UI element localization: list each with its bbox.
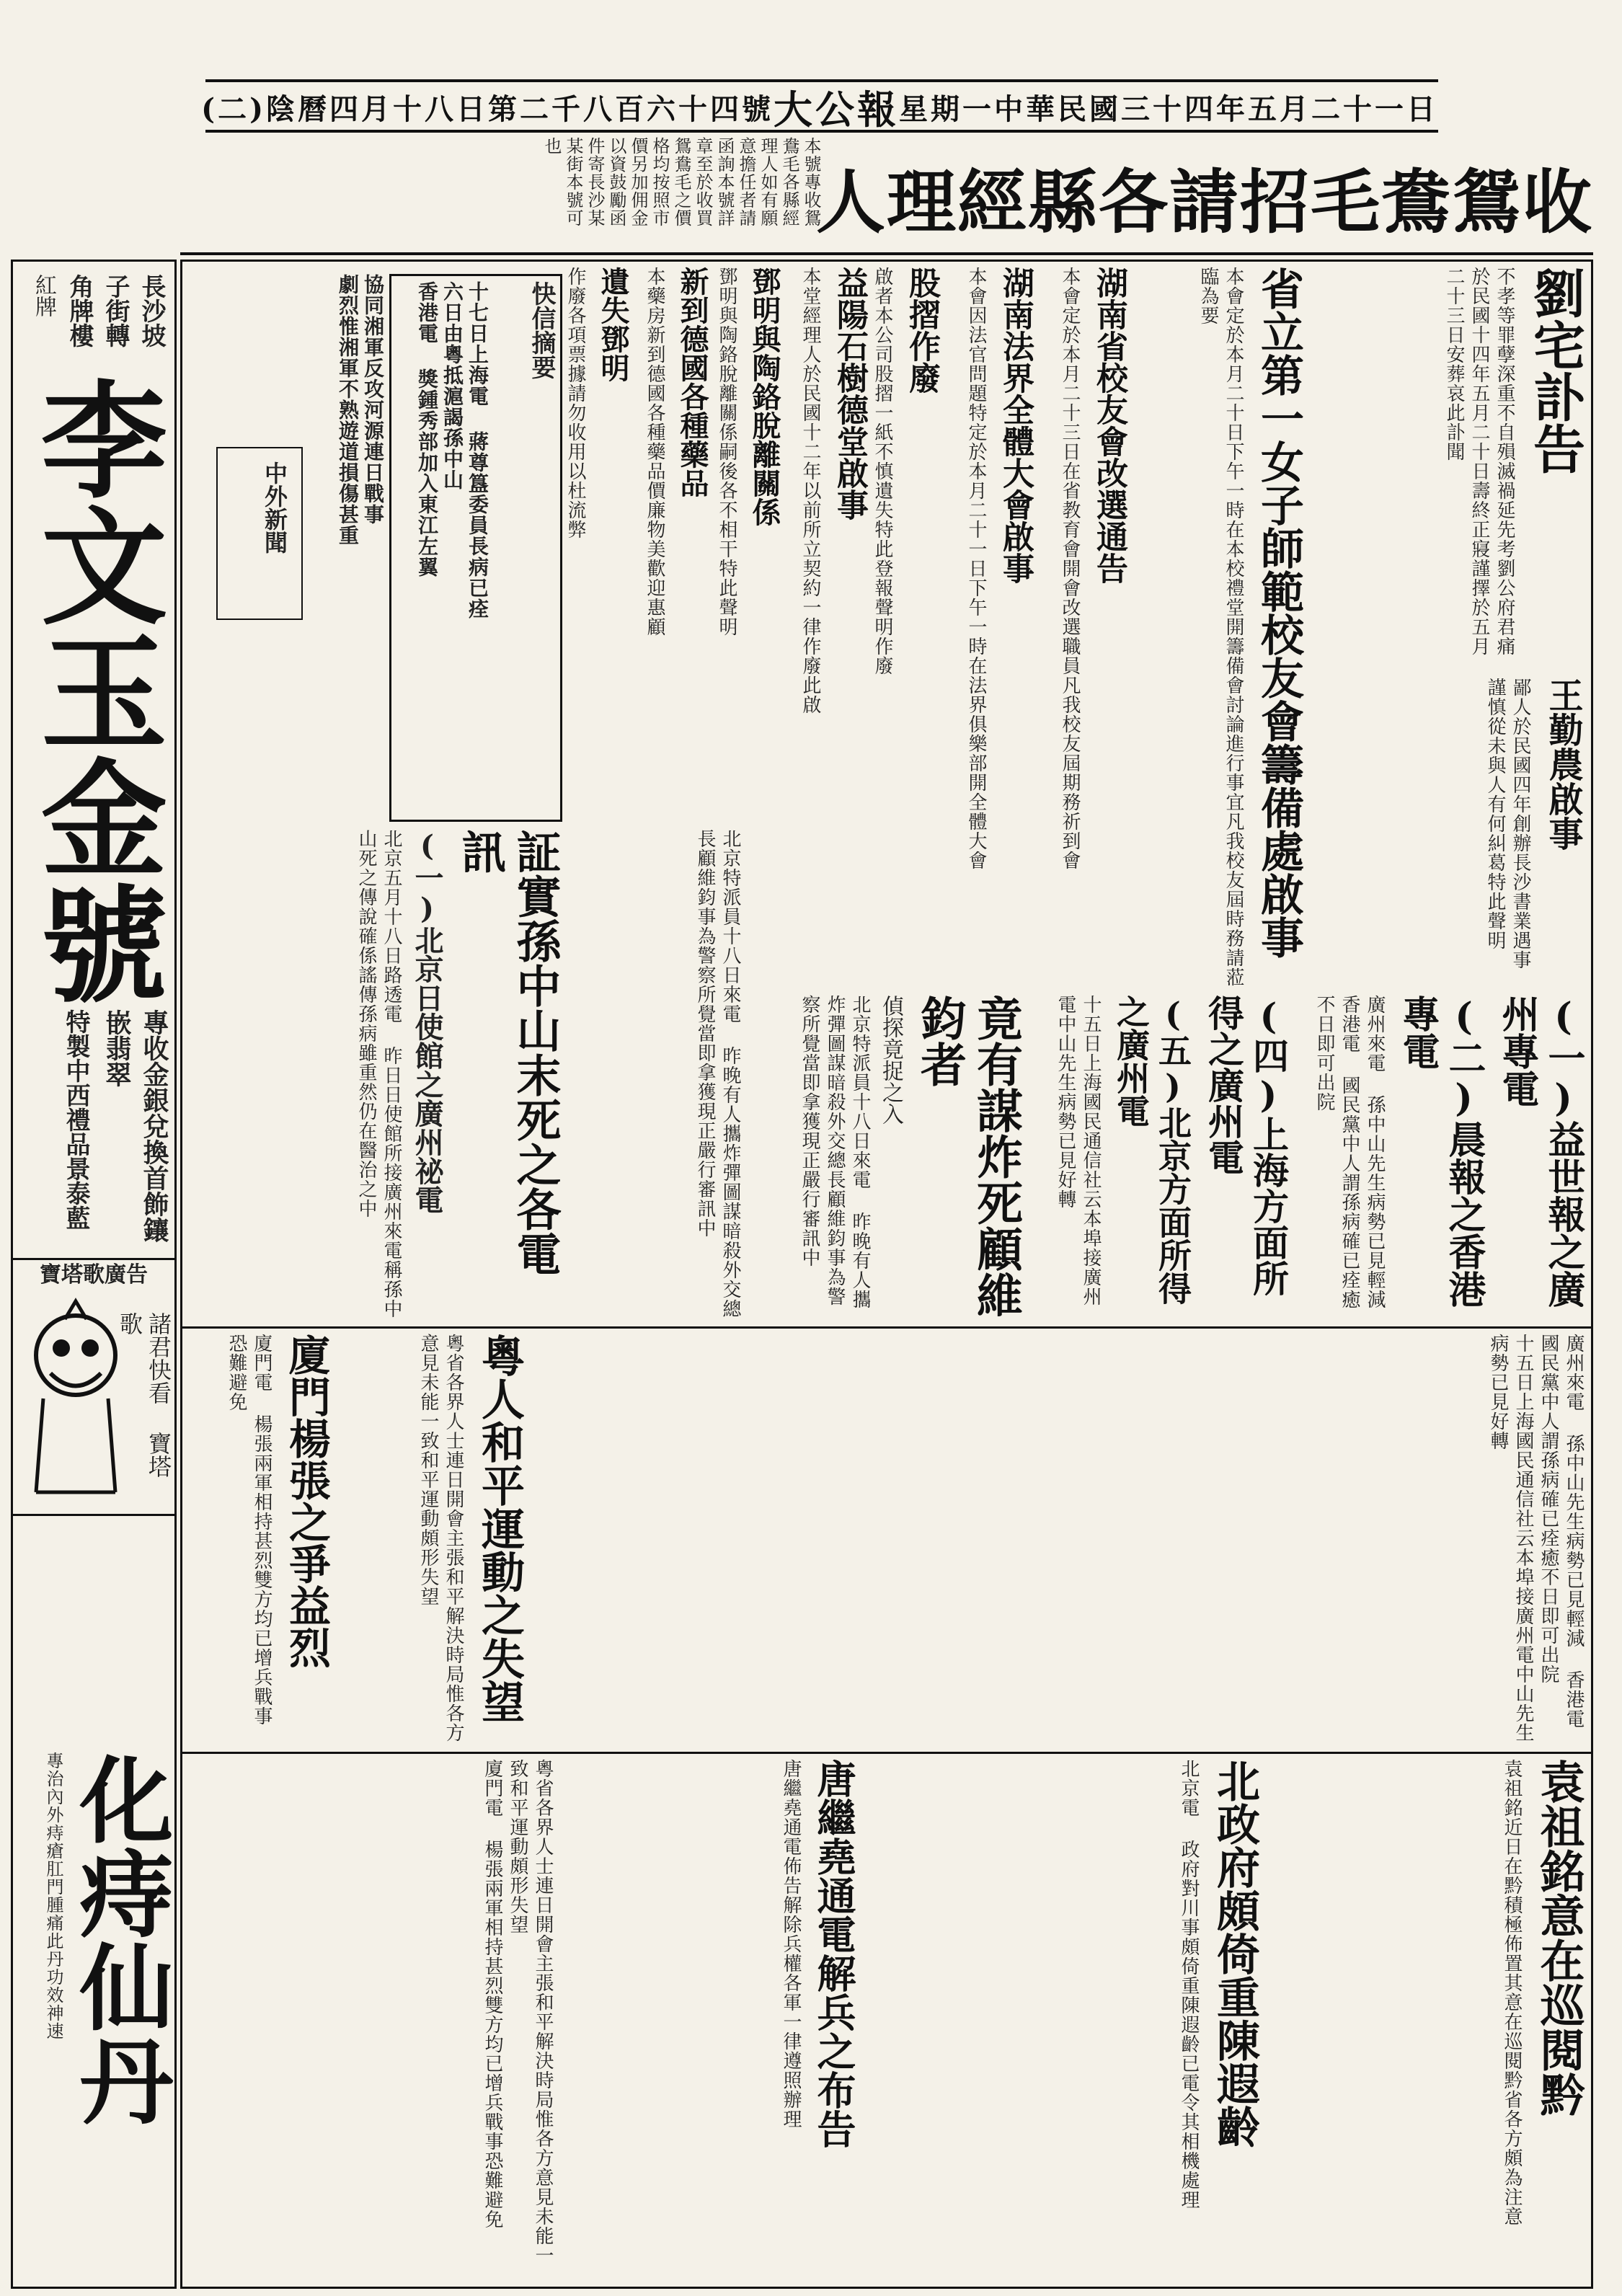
ad-1-body: 鄙人於民國四年創辦長沙書業遇事謹慎從未與人有何糾葛特此聲明	[1484, 678, 1531, 970]
headline-9-body: 唐繼堯通電佈告解除兵權各軍一律遵照辦理	[780, 1759, 802, 2129]
ad-3	[944, 267, 1034, 988]
headline-main-sub: (一)北京日使館之廣州祕電	[410, 829, 444, 1214]
ad-1	[1305, 678, 1586, 988]
headline-6-body: 廈門電 楊張兩軍相持甚烈雙方均已增兵戰事恐難避免	[226, 1334, 272, 1726]
ad-divider-2	[13, 1514, 174, 1516]
ad-3-body: 本會因法官問題特定於本月二十一日下午一時在法界俱樂部開全體大會	[965, 267, 987, 870]
headline-2-body: 北京特派員十八日來電 昨晚有人攜炸彈圖謀暗殺外交總長顧維鈞事為警察所覺當即拿獲現正嚴行審訊中	[799, 995, 871, 1309]
ad-7-body: 本藥房新到德國各種藥品價廉物美歡迎惠顧	[644, 267, 665, 637]
headline-main-body: 北京五月十八日路透電 昨日日使館所接廣州來電稱孫中山死之傳說確係謠傳孫病雖重然仍在醫治之中	[355, 829, 402, 1318]
headline-4	[1031, 995, 1290, 1319]
ad-7-title: 新到德國各種藥品	[675, 267, 709, 497]
headline-7-body: 袁祖銘近日在黔積極佈置其意在巡閱黔省各方頗為注意	[1501, 1759, 1523, 2226]
headline-2-title: 竟有謀炸死顧維鈞者	[913, 995, 1023, 1318]
foreign-news-label-text: 中外新聞	[261, 461, 288, 554]
ad-6-title: 鄧明與陶鉻脫離關係	[748, 267, 781, 526]
headline-5-body: 粵省各界人士連日開會主張和平解決時局惟各方意見未能一致和平運動頗形失望	[417, 1334, 464, 1742]
headline-2	[750, 995, 1024, 1319]
ad-5-body: 本堂經理人於民國十二年以前所立契約一律作廢此啟	[799, 267, 821, 714]
news-item-5: 劇烈惟湘軍不熟遊道損傷甚重	[336, 274, 360, 546]
headline-3-body: 廣州來電 孫中山先生病勢已見輕減 香港電 國民黨中人謂孫病確已痊癒不日即可出院	[1313, 995, 1386, 1309]
masthead	[201, 85, 1438, 133]
news-box-items	[396, 281, 490, 815]
ad-8-title: 遺失鄧明	[596, 267, 630, 382]
ad-2-body: 本會定於本月二十三日在省教育會開會改選職員凡我校友屆期務祈到會	[1059, 267, 1081, 870]
headline-9-title: 唐繼堯通電解兵之布告	[811, 1759, 857, 2148]
tower-poem	[108, 1312, 173, 1499]
headline-2-cont	[570, 829, 743, 1319]
ad-5	[786, 267, 869, 988]
mid-rule	[180, 1326, 1593, 1329]
headline-9	[562, 1759, 858, 2282]
shop-address-text: 長沙坡子街轉角牌樓	[65, 274, 166, 347]
pill-brand-text: 化痔仙丹	[64, 1752, 174, 2127]
news-item-2: 六日由粵抵滬謁孫中山	[440, 281, 464, 490]
headline-2-body-2: 北京特派員十八日來電 昨晚有人攜炸彈圖謀暗殺外交總長顧維鈞事為警察所覺當即拿獲現正嚴行審訊中	[694, 829, 741, 1318]
headline-main	[187, 829, 562, 1319]
headline-3-sub: (二)晨報之香港專電	[1396, 995, 1486, 1308]
ad-2-title: 湖南省校友會改選通告	[1091, 267, 1127, 584]
tower-poem-text: 諸君快看 寶塔歌	[116, 1312, 172, 1478]
big-shop-name-text: 李文玉金號	[20, 375, 168, 1006]
headline-8-body: 北京電 政府對川事頗倚重陳遐齡已電令其相機處理	[1178, 1759, 1200, 2209]
school-notice	[1132, 267, 1305, 988]
ad-8-body: 作廢各項票據請勿收用以杜流弊	[564, 267, 586, 539]
masthead-page-number: (二)	[201, 92, 266, 126]
ad-4	[872, 267, 941, 988]
headline-8-title: 北政府頗倚重陳遐齡	[1210, 1759, 1260, 2148]
ad-4-title: 股摺作廢	[903, 267, 940, 394]
masthead-weekday: 星期一	[899, 92, 994, 126]
news-item-3: 香港電 獎鍾秀部加入東江左翼	[415, 281, 439, 577]
ad-1-title: 王勤農啟事	[1543, 678, 1583, 851]
funeral-body: 不孝等罪孽深重不自殞滅禍延先考劉公府君痛於民國十四年五月二十日壽終正寢謹擇於五月二十三日安葬哀此訃聞	[1443, 267, 1515, 656]
pill-desc-text: 專治內外痔瘡肛門腫痛此丹功效神速	[43, 1752, 63, 2040]
lower-band-text	[187, 1759, 555, 2282]
headline-3-title: (一)益世報之廣州專電	[1495, 995, 1585, 1308]
mid-band-text-1: 廣州來電 孫中山先生病勢已見輕減 香港電 國民黨中人謂孫病確已痊癒不日即可出院	[1538, 1334, 1585, 1729]
headline-4-sub: (五)北京方面所得之廣州電	[1112, 995, 1192, 1305]
headline-3	[1298, 995, 1586, 1319]
headline-4-body: 十五日上海國民通信社云本埠接廣州電中山先生病勢已見好轉	[1055, 995, 1102, 1306]
ad-2	[1038, 267, 1128, 988]
notice-body	[180, 137, 822, 238]
brand-red: 紅牌	[31, 274, 56, 317]
news-item-4: 協同湘軍反攻河源連日戰事	[361, 274, 385, 525]
funeral-title: 劉宅訃告	[1525, 267, 1586, 474]
tower-title	[14, 1262, 173, 1298]
masthead-lunar-date: 陰曆四月十八日	[266, 92, 488, 126]
news-item-1: 十七日上海電 蔣尊簋委員長病已痊	[466, 281, 489, 619]
services-text: 專收金銀兌換首飾鑲嵌翡翠	[102, 1009, 169, 1243]
headline-6-title: 廈門楊張之爭益烈	[282, 1334, 331, 1668]
notice-title: 收鴛鴦毛招請各縣經理人	[816, 161, 1593, 243]
headline-7-title: 袁祖銘意在巡閱黔	[1533, 1759, 1585, 2117]
tower-title-text: 寶塔歌廣告	[40, 1262, 148, 1287]
headline-main-title: 証實孫中山末死之各電訊	[454, 829, 562, 1276]
headline-7	[1269, 1759, 1586, 2282]
headline-2-sub: 偵探竟捉之入	[878, 995, 903, 1125]
notice-body-text: 本號專收鴛鴦毛各縣經理人如有願意擔任者請函詢本號詳章至於收買鴛鴦毛之價格均按照市價另加佣金以資鼓勵函件寄長沙某某街本號可也	[541, 137, 821, 227]
lower-band-text-1: 粵省各界人士連日開會主張和平解決時局惟各方意見未能一致和平運動頗形失望	[507, 1759, 554, 2265]
specialty-text: 特製中西禮品景泰藍	[61, 1009, 90, 1230]
ad-5-title: 益陽石樹德堂啟事	[831, 267, 868, 520]
masthead-issue: 第二千八百六十四號	[488, 92, 774, 126]
big-shop-name	[14, 375, 173, 1009]
school-notice-body: 本會定於本月二十日下午一時在本校禮堂開籌備會討論進行事宜凡我校友屆時務請蒞臨為要	[1197, 267, 1244, 987]
pill-brand	[14, 1752, 173, 2285]
shop-address	[18, 274, 169, 360]
news-box-cont	[310, 274, 386, 822]
school-notice-title: 省立第一女子師範校友會籌備處啟事	[1254, 267, 1304, 959]
masthead-paper-name: 大公報	[774, 86, 899, 133]
news-box-sub-label: 快信摘要	[527, 281, 556, 379]
news-box-header	[497, 281, 555, 497]
headline-4-title: (四)上海方面所得之廣州電	[1202, 995, 1290, 1296]
headline-5	[339, 1334, 526, 1745]
headline-6	[187, 1334, 332, 1745]
upper-rule	[180, 252, 1593, 255]
ad-6-body: 鄧明與陶鉻脫離關係嗣後各不相干特此聲明	[716, 267, 737, 637]
shop-services	[14, 1009, 173, 1254]
mid-band-text-2: 十五日上海國民通信社云本埠接廣州電中山先生病勢已見好轉	[1487, 1334, 1534, 1742]
ad-3-title: 湖南法界全體大會啟事	[997, 267, 1034, 584]
ad-4-body: 啟者本公司股摺一紙不慎遺失特此登報聲明作廢	[872, 267, 893, 675]
funeral-notice	[1305, 267, 1586, 670]
masthead-date: 中華民國三十四年五月二十一日	[994, 92, 1438, 126]
ad-divider-1	[13, 1258, 174, 1260]
headline-8	[865, 1759, 1262, 2282]
lower-rule	[180, 1752, 1593, 1754]
headline-5-title: 粵人和平運動之失望	[474, 1334, 525, 1723]
foreign-news-label	[231, 461, 288, 606]
lower-band-text-2: 廈門電 楊張兩軍相持甚烈雙方均已增兵戰事恐難避免	[482, 1759, 503, 2229]
